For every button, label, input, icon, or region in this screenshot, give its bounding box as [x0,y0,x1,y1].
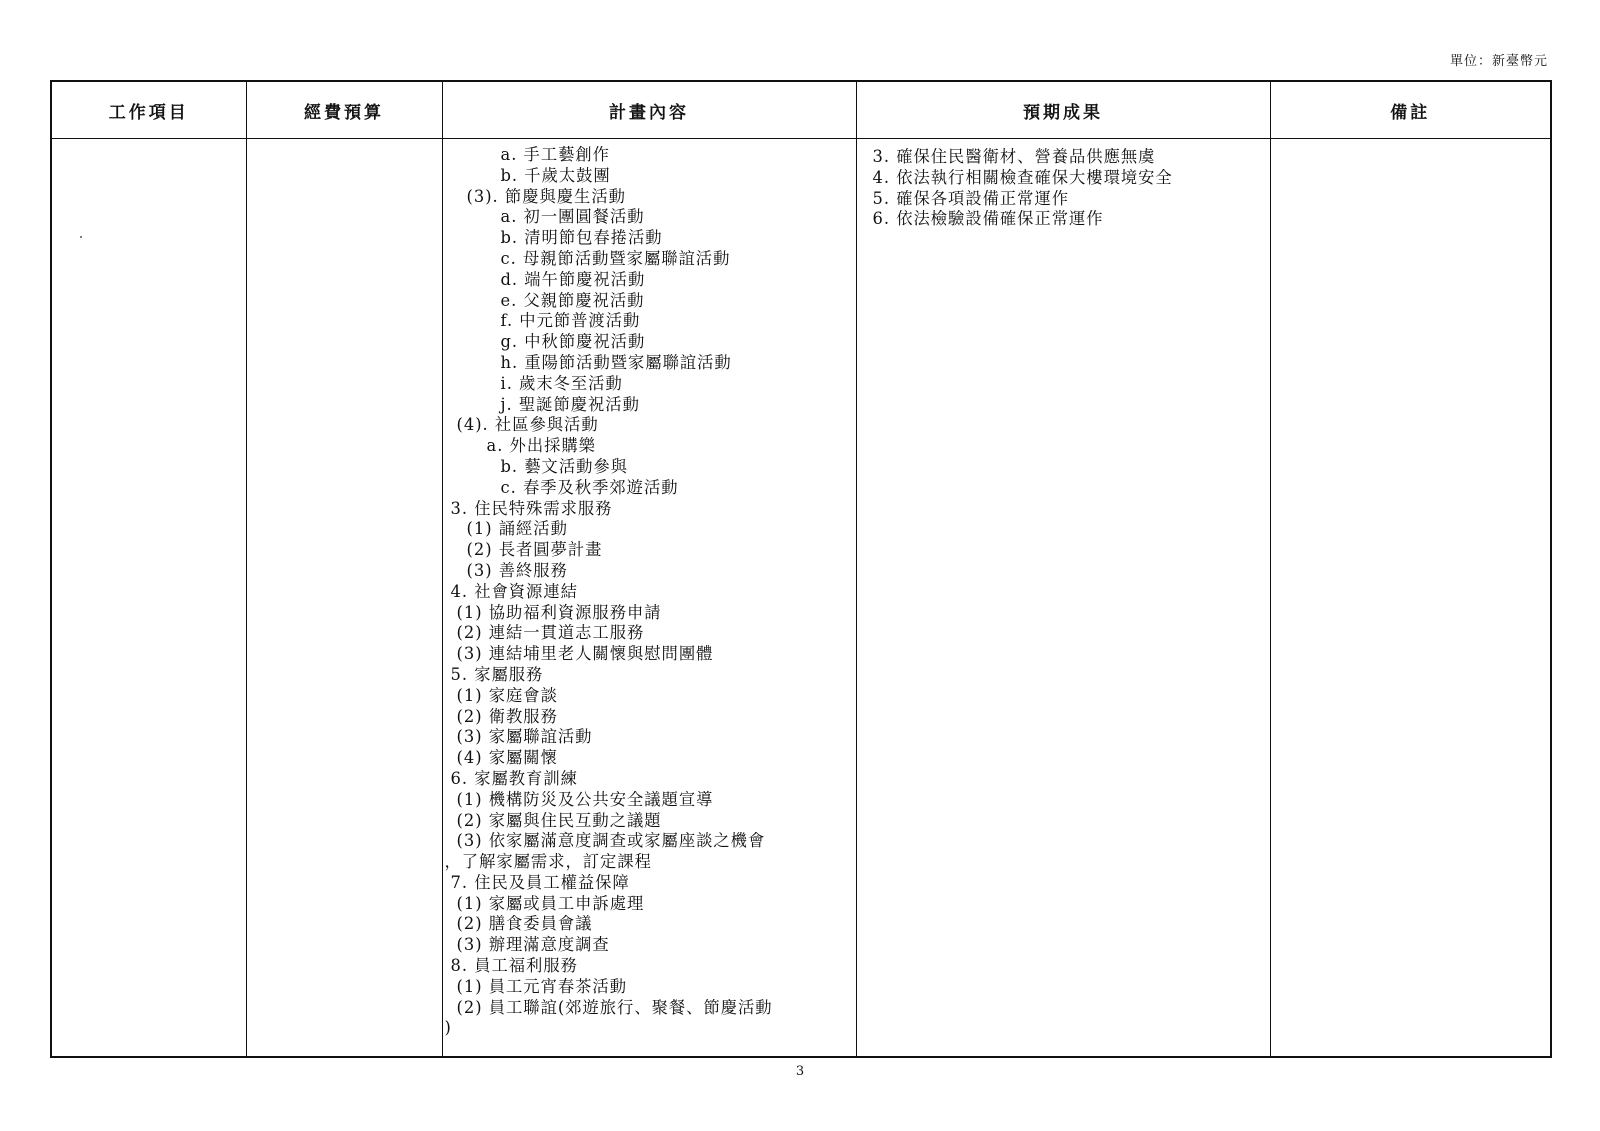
plan-item: (1) 協助福利資源服務申請 [456,602,662,622]
header-work-item: 工作項目 [51,81,246,139]
plan-item: ，了解家屬需求，訂定課程 [444,852,652,872]
expected-results-list [873,147,1270,230]
plan-item: 4. 社會資源連結 [450,581,578,601]
plan-item: g. 中秋節慶祝活動 [500,332,646,352]
table-row [51,139,1551,1058]
plan-item: d. 端午節慶祝活動 [500,269,646,289]
plan-item: a. 初一團圓餐活動 [500,207,645,227]
plan-item: c. 春季及秋季郊遊活動 [500,477,679,497]
result-item: 4. 依法執行相關檢查確保大樓環境安全 [872,167,1173,187]
plan-item: (3) 連結埔里老人關懷與慰問團體 [456,644,714,664]
budget-plan-table [50,80,1552,1058]
result-item: 6. 依法檢驗設備確保正常運作 [872,209,1104,229]
plan-item: a. 外出採購樂 [486,436,596,456]
header-remarks: 備註 [1270,81,1551,139]
plan-item: (3) 善終服務 [466,560,568,580]
plan-item: a. 手工藝創作 [500,145,610,164]
unit-label: 單位：新臺幣元 [1449,54,1548,69]
plan-item: j. 聖誕節慶祝活動 [500,394,640,414]
table-header-row [51,81,1551,139]
plan-item: (1) 員工元宵春茶活動 [456,976,627,996]
result-item: 3. 確保住民醫衛材、營養品供應無虞 [872,147,1156,166]
plan-item: 3. 住民特殊需求服務 [450,498,613,518]
plan-item: (1) 家屬或員工申訴處理 [456,893,645,913]
plan-item: (3) 辦理滿意度調查 [456,935,610,955]
plan-item: (2) 衛教服務 [456,706,558,726]
plan-item: 8. 員工福利服務 [450,956,578,976]
result-item: 5. 確保各項設備正常運作 [872,188,1070,208]
plan-item: e. 父親節慶祝活動 [500,290,645,310]
plan-item: (3) 依家屬滿意度調查或家屬座談之機會 [456,831,766,851]
plan-item: (3) 家屬聯誼活動 [456,727,593,747]
plan-item: (2) 膳食委員會議 [456,914,593,934]
plan-item: c. 母親節活動暨家屬聯誼活動 [500,248,731,268]
plan-item: (1) 機構防災及公共安全議題宣導 [456,789,714,809]
plan-item: 7. 住民及員工權益保障 [450,872,630,892]
plan-item: (1) 家庭會談 [456,685,558,705]
plan-content-list [443,145,856,1039]
plan-item: (2) 家屬與住民互動之議題 [456,810,662,830]
plan-item: (4) 家屬關懷 [456,748,558,768]
budget-cell [246,139,442,1058]
plan-item: (2) 連結一貫道志工服務 [456,623,645,643]
plan-item: (2) 長者圓夢計畫 [466,540,603,560]
remarks-cell [1270,139,1551,1058]
plan-item: f. 中元節普渡活動 [500,311,641,331]
plan-item: (2) 員工聯誼(郊遊旅行、聚餐、節慶活動 [456,997,773,1017]
plan-item: 5. 家屬服務 [450,664,544,684]
plan-item: b. 藝文活動參與 [500,456,628,476]
header-plan-content: 計畫內容 [442,81,856,139]
plan-item: 6. 家屬教育訓練 [450,768,578,788]
plan-item: (3). 節慶與慶生活動 [466,186,626,206]
plan-item: h. 重陽節活動暨家屬聯誼活動 [500,352,732,372]
plan-item: (4). 社區參與活動 [456,415,599,435]
plan-item: (1) 誦經活動 [466,519,568,539]
plan-item: b. 清明節包春捲活動 [500,228,663,248]
plan-item: b. 千歲太鼓團 [500,165,611,185]
page-number: 3 [795,1064,805,1079]
header-budget: 經費預算 [246,81,442,139]
plan-item: ) [444,1018,452,1038]
expected-results-cell [856,139,1270,1058]
work-item-cell [51,139,246,1058]
plan-content-cell [442,139,856,1058]
plan-item: i. 歲末冬至活動 [500,373,623,393]
header-expected-results: 預期成果 [856,81,1270,139]
